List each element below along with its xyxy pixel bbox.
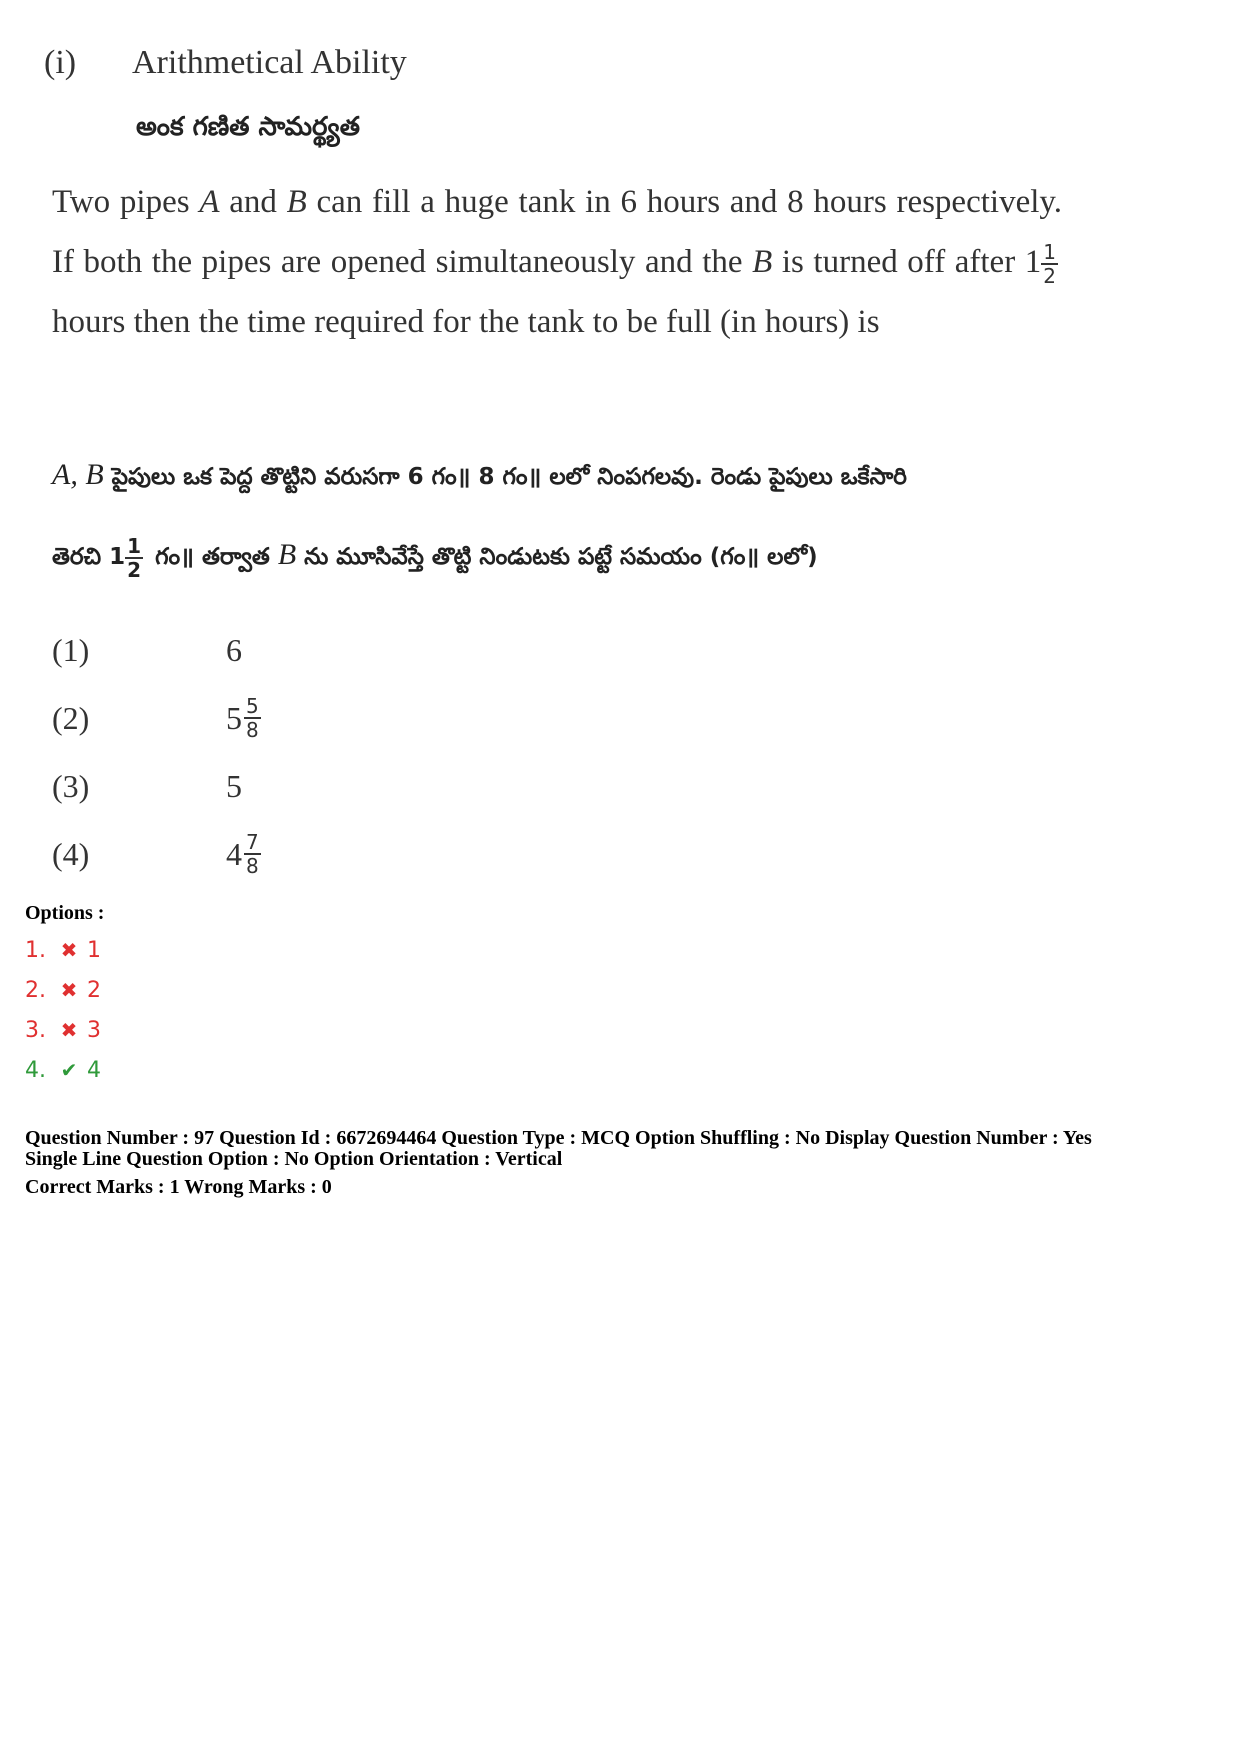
cross-icon: ✖: [60, 1018, 78, 1042]
check-icon: ✔: [60, 1058, 78, 1082]
section-heading: [44, 44, 407, 82]
telugu-line-2: తెరచి 1 $\frac{1}{2}$ గం॥ తర్వాత B ను మూసివేస్తే తొట్టి నిండుటకు పట్టే సమయం (గం॥ లలో): [52, 533, 818, 582]
answer-option-3: 3. ✖ 3: [25, 1017, 101, 1043]
meta-line-2: Single Line Question Option : No Option Orientation : Vertical: [25, 1148, 563, 1170]
answer-option-1: 1. ✖ 1: [25, 937, 101, 963]
choice-1: (1) 6: [52, 631, 242, 668]
choice-4: (4) 4 $\frac{7}{8}$: [52, 830, 259, 878]
answer-option-2: 2. ✖ 2: [25, 977, 101, 1003]
question-text-english: Two pipes A and B can fill a huge tank in 6 hours and 8 hours respectively. If both the pipes are opened simultaneously and the B is turned off after 1 $\frac{1}{2}$ hours then the time required for the tank to be full (in hours) is: [52, 184, 1062, 340]
answer-option-4: 4. ✔ 4: [25, 1057, 101, 1083]
choice-2: (2) 5 $\frac{5}{8}$: [52, 694, 259, 742]
fraction: $\frac{1}{2}$: [1043, 240, 1057, 289]
var-b: B: [286, 184, 307, 220]
choice-list: [52, 616, 265, 888]
section-title-telugu: అంక గణిత సామర్థ్యత: [136, 112, 360, 142]
fraction: $\frac{1}{2}$: [127, 533, 142, 582]
section-number: (i): [44, 44, 77, 81]
meta-line-1: Question Number : 97 Question Id : 6672694464 Question Type : MCQ Option Shuffling : No Display Question Number : Yes: [25, 1127, 1092, 1149]
cross-icon: ✖: [60, 978, 78, 1002]
meta-line-3: Correct Marks : 1 Wrong Marks : 0: [25, 1176, 332, 1198]
options-heading: Options :: [25, 902, 105, 924]
fraction: $\frac{7}{8}$: [246, 830, 259, 878]
cross-icon: ✖: [60, 938, 78, 962]
question-metadata: [25, 1128, 1092, 1198]
var-a: A: [199, 184, 220, 220]
choice-3: (3) 5: [52, 767, 242, 804]
answer-list: [25, 930, 101, 1090]
question-text-telugu: [52, 436, 1052, 596]
telugu-line-1: A, B పైపులు ఒక పెద్ద తొట్టిని వరుసగా 6 గం॥ 8 గం॥ లలో నింపగలవు. రెండు పైపులు ఒకేసారి: [52, 458, 907, 491]
section-title: Arithmetical Ability: [132, 44, 407, 81]
var-b: B: [752, 244, 773, 280]
fraction: $\frac{5}{8}$: [246, 694, 259, 742]
